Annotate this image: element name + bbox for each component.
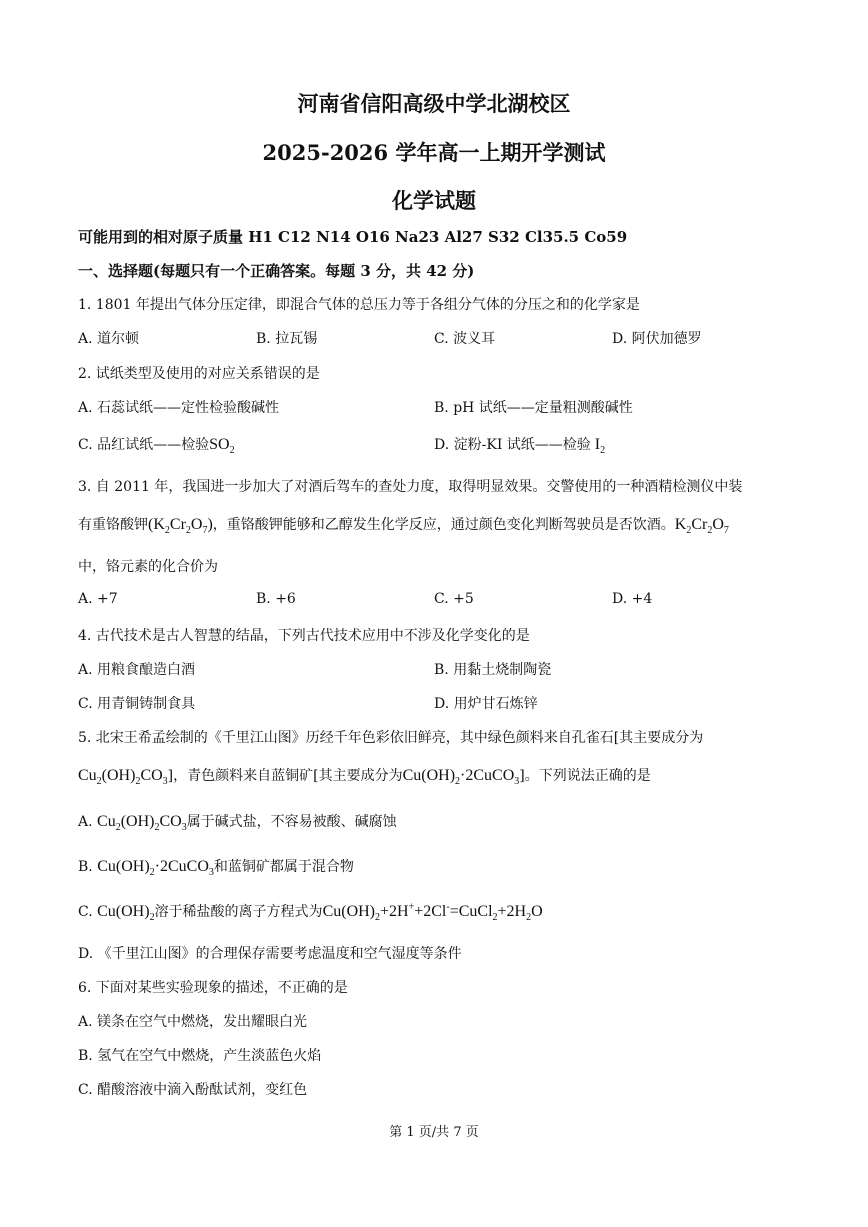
q5-option-c	[78, 901, 543, 924]
q2-stem: 2. 试纸类型及使用的对应关系错误的是	[78, 366, 320, 382]
q1-option-b: B. 拉瓦锡	[256, 331, 318, 347]
q6-option-c: C. 醋酸溶液中滴入酚酞试剂，变红色	[78, 1082, 308, 1098]
q4-option-b: B. 用黏土烧制陶瓷	[434, 662, 552, 678]
q3-option-a: A. +7	[78, 591, 118, 607]
q5-option-b	[78, 856, 354, 879]
school-title: 河南省信阳高级中学北湖校区	[297, 91, 571, 116]
q5-option-a	[78, 811, 397, 834]
q3-line1: 3. 自 2011 年，我国进一步加大了对酒后驾车的查处力度，取得明显效果。交警使用的一种酒精检测仪中装	[78, 479, 743, 495]
q1-option-a: A. 道尔顿	[78, 331, 140, 347]
q3-option-b: B. +6	[256, 591, 296, 607]
q1-option-d: D. 阿伏加德罗	[612, 331, 702, 347]
q2-option-c	[78, 434, 235, 457]
q5-option-d: D. 《千里江山图》的合理保存需要考虑温度和空气湿度等条件	[78, 946, 462, 962]
q5-option-b-label: B.	[78, 859, 93, 875]
q5-option-c-text: 溶于稀盐酸的离子方程式为	[154, 904, 323, 920]
exam-title: 2025-2026 学年高一上期开学测试	[262, 140, 606, 165]
q2-option-b: B. pH 试纸——定量粗测酸碱性	[434, 400, 633, 416]
q5-option-a-text: 属于碱式盐，不容易被酸、碱腐蚀	[186, 814, 397, 830]
formula-k2cr2o7-2: $K_2Cr_2O_7$	[674, 516, 729, 537]
formula-malachite-a: $Cu_2(OH)_2CO_3$	[97, 813, 187, 834]
q4-option-a: A. 用粮食酿造白酒	[78, 662, 196, 678]
formula-i2: $I_2$	[590, 436, 606, 457]
page-number: 第 1 页/共 7 页	[389, 1125, 479, 1140]
q3-option-c: C. +5	[434, 591, 474, 607]
formula-azurite: $Cu(OH)_2\cdot 2CuCO_3$	[402, 767, 520, 788]
q6-option-b: B. 氢气在空气中燃烧，产生淡蓝色火焰	[78, 1048, 322, 1064]
formula-k2cr2o7: $(K_2Cr_2O_7)$	[148, 516, 213, 537]
q3-line3: 中，铬元素的化合价为	[78, 559, 218, 575]
formula-cuoh2: $Cu(OH)_2$	[97, 903, 155, 924]
q2-option-c-text: C. 品红试纸——检验	[78, 437, 210, 453]
formula-malachite: $Cu_2(OH)_2CO_3$	[78, 767, 168, 788]
q2-option-d	[434, 434, 606, 457]
q2-option-d-text: D. 淀粉-KI 试纸——检验	[434, 437, 591, 453]
atomic-masses: 可能用到的相对原子质量 H1 C12 N14 O16 Na23 Al27 S32 Cl35.5 Co59	[78, 228, 628, 246]
q3-line2	[78, 514, 729, 537]
q3-line2-pre: 有重铬酸钾	[78, 517, 148, 533]
subject-title: 化学试题	[392, 188, 476, 213]
q4-option-d: D. 用炉甘石炼锌	[434, 696, 538, 712]
q6-stem: 6. 下面对某些实验现象的描述，不正确的是	[78, 980, 348, 996]
q5-line2-end: ]。下列说法正确的是	[519, 768, 651, 784]
q6-option-a: A. 镁条在空气中燃烧，发出耀眼白光	[78, 1014, 308, 1030]
q1-stem: 1. 1801 年提出气体分压定律，即混合气体的总压力等于各组分气体的分压之和的化学家是	[78, 297, 640, 313]
formula-so2: $SO_2$	[209, 436, 235, 457]
formula-ionic-equation: $Cu(OH)_2+2H^++2Cl^-=CuCl_2+2H_2O$	[322, 901, 543, 924]
q5-line2	[78, 765, 651, 788]
q5-option-a-label: A.	[78, 814, 93, 830]
formula-azurite-b: $Cu(OH)_2\cdot 2CuCO_3$	[97, 858, 214, 879]
section-heading: 一、选择题(每题只有一个正确答案。每题 3 分，共 42 分)	[78, 262, 475, 280]
q5-line2-mid: ]，青色颜料来自蓝铜矿[其主要成分为	[167, 768, 403, 784]
q3-line2-post: ，重铬酸钾能够和乙醇发生化学反应，通过颜色变化判断驾驶员是否饮酒。	[212, 517, 675, 533]
q5-option-b-text: 和蓝铜矿都属于混合物	[213, 859, 354, 875]
q5-line1: 5. 北宋王希孟绘制的《千里江山图》历经千年色彩依旧鲜亮，其中绿色颜料来自孔雀石[其主要成分为	[78, 730, 704, 746]
q5-option-c-label: C.	[78, 904, 93, 920]
q3-option-d: D. +4	[612, 591, 653, 607]
q4-option-c: C. 用青铜铸制食具	[78, 696, 196, 712]
q1-option-c: C. 波义耳	[434, 331, 496, 347]
q4-stem: 4. 古代技术是古人智慧的结晶，下列古代技术应用中不涉及化学变化的是	[78, 628, 530, 644]
q2-option-a: A. 石蕊试纸——定性检验酸碱性	[78, 400, 280, 416]
